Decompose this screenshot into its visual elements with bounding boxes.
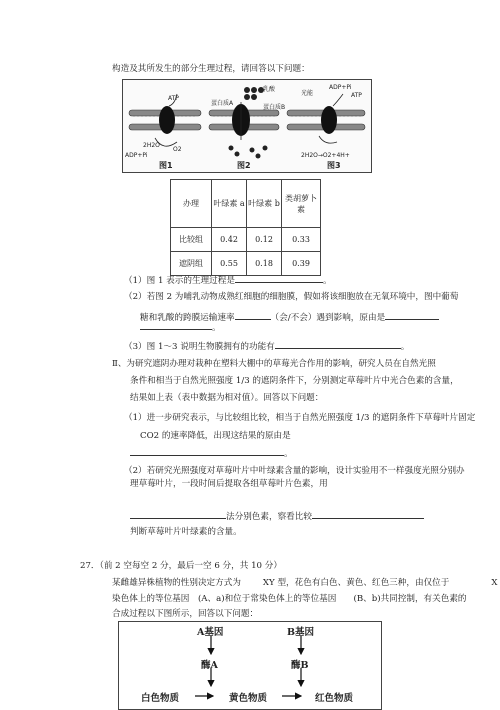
caption-fig3: 图3 <box>327 161 341 170</box>
label-protein-a: 蛋白质A <box>211 100 234 107</box>
label-protein-b: 蛋白质B <box>263 104 286 111</box>
question-1: （1）图 1 表示的生理过程是 。 <box>124 273 332 287</box>
question-27-line1: 某雌雄异株植物的性别决定方式为 XY 型，花色有白色、黄色、红色三种，由仅位于 X <box>112 578 498 588</box>
part-ii-q2-line3: 法分别色素，察看比较 <box>130 509 424 523</box>
part-ii-q1-line1: （1）进一步研究表示，与比较组比较，相当于自然光照强度 1/3 的遮阴条件下草莓叶片固定 <box>124 413 476 423</box>
label-adp-fig3: ADP+Pi <box>329 84 352 91</box>
label-reaction-fig3: 2H2O→O2+4H+ <box>301 152 350 159</box>
answer-line: 。 <box>130 446 293 460</box>
table-cell: 比较组 <box>171 228 212 252</box>
table-header: 叶绿素 b <box>247 180 282 228</box>
table-cell: 0.39 <box>282 252 321 276</box>
intro-text: 构造及其所发生的部分生理过程，请回答以下问题： <box>112 64 310 74</box>
answer-blank[interactable] <box>140 320 212 330</box>
answer-blank[interactable] <box>130 509 226 519</box>
part-ii-line2: 条件和相当于自然光照强度 1/3 的遮阴条件下，分别测定草莓叶片中光合色素的含量， <box>130 376 459 386</box>
enzyme-a-label: 酶A <box>201 660 218 671</box>
table-cell: 0.33 <box>282 228 321 252</box>
question-3: （3）图 1～3 说明生物膜拥有的功能有 。 <box>124 339 409 353</box>
part-ii-line3: 结果如上表（表中数据为相对值）。回答以下问题： <box>130 393 324 403</box>
pigment-pathway-diagram <box>118 621 382 710</box>
table-header: 类胡萝卜素 <box>282 180 321 228</box>
yellow-substance-label: 黄色物质 <box>229 693 268 704</box>
part-ii-q2-line2: 理草莓叶片，一段时间后提取各组草莓叶片色素，用 <box>130 479 328 489</box>
table-header: 办理 <box>171 180 212 228</box>
answer-blank[interactable] <box>235 273 323 283</box>
question-27-line3: 合成过程以下图所示，回答以下问题： <box>112 609 259 619</box>
answer-blank[interactable] <box>275 339 401 349</box>
caption-fig1: 图1 <box>159 161 173 170</box>
table-cell: 0.42 <box>212 228 247 252</box>
question-2-line1: （2）若图 2 为哺乳动物成熟红细胞的细胞膜，假如将该细胞放在无氧环境中，图中葡萄 <box>124 292 459 302</box>
question-27-line2: 染色体上的等位基因 (A、a)和位于常染色体上的等位基因 (B、b)共同控制，有关色素的 <box>112 594 467 604</box>
membrane-figure <box>122 79 372 173</box>
protein-fig1 <box>159 106 175 134</box>
answer-blank[interactable] <box>385 310 439 320</box>
question-27-header: 27．（前 2 空每空 2 分，最后一空 6 分，共 10 分） <box>80 561 282 571</box>
answer-line: 。 <box>140 320 221 334</box>
enzyme-b-label: 酶B <box>291 660 309 671</box>
part-ii-line1: Ⅱ、为研究遮阴办理对栽种在塑料大棚中的草莓光合作用的影响，研究人员在自然光照 <box>112 359 436 369</box>
label-o2-fig1: O2 <box>173 146 182 153</box>
table-cell: 0.12 <box>247 228 282 252</box>
label-atp-fig3: ATP <box>351 92 362 99</box>
table-cell: 遮阴组 <box>171 252 212 276</box>
part-ii-q1-line2: CO2 的速率降低，出现这结果的原由是 <box>140 431 291 441</box>
table-row <box>171 252 321 276</box>
question-2-line2: 糖和乳酸的跨膜运输速率 （会/不会）遇到影响，原由是 <box>140 310 439 324</box>
table-header: 叶绿素 a <box>212 180 247 228</box>
white-substance-label: 白色物质 <box>141 693 180 704</box>
table-cell: 0.18 <box>247 252 282 276</box>
answer-blank[interactable] <box>235 310 271 320</box>
label-reaction-fig1: 2H2O <box>143 142 160 149</box>
answer-blank[interactable] <box>312 509 424 519</box>
table-cell: 0.55 <box>212 252 247 276</box>
label-adp-fig1: ADP+Pi <box>125 152 148 159</box>
label-adp-1: ATP <box>168 95 179 102</box>
answer-blank[interactable] <box>130 446 284 456</box>
gene-a-label: A基因 <box>197 627 224 638</box>
label-lactate: 乳酸 <box>263 86 276 93</box>
protein-fig3 <box>321 106 337 134</box>
pigment-table <box>170 179 321 276</box>
gene-b-label: B基因 <box>287 627 315 638</box>
caption-fig2: 图2 <box>237 161 251 170</box>
label-light: 光能 <box>301 90 314 97</box>
part-ii-q2-line4: 判断草莓叶片叶绿素的含量。 <box>130 527 242 537</box>
red-substance-label: 红色物质 <box>315 693 354 704</box>
part-ii-q2-line1: （2）若研究光照强度对草莓叶片中叶绿素含量的影响，设计实验用不一样强度光照分别办 <box>124 466 465 476</box>
table-row <box>171 228 321 252</box>
